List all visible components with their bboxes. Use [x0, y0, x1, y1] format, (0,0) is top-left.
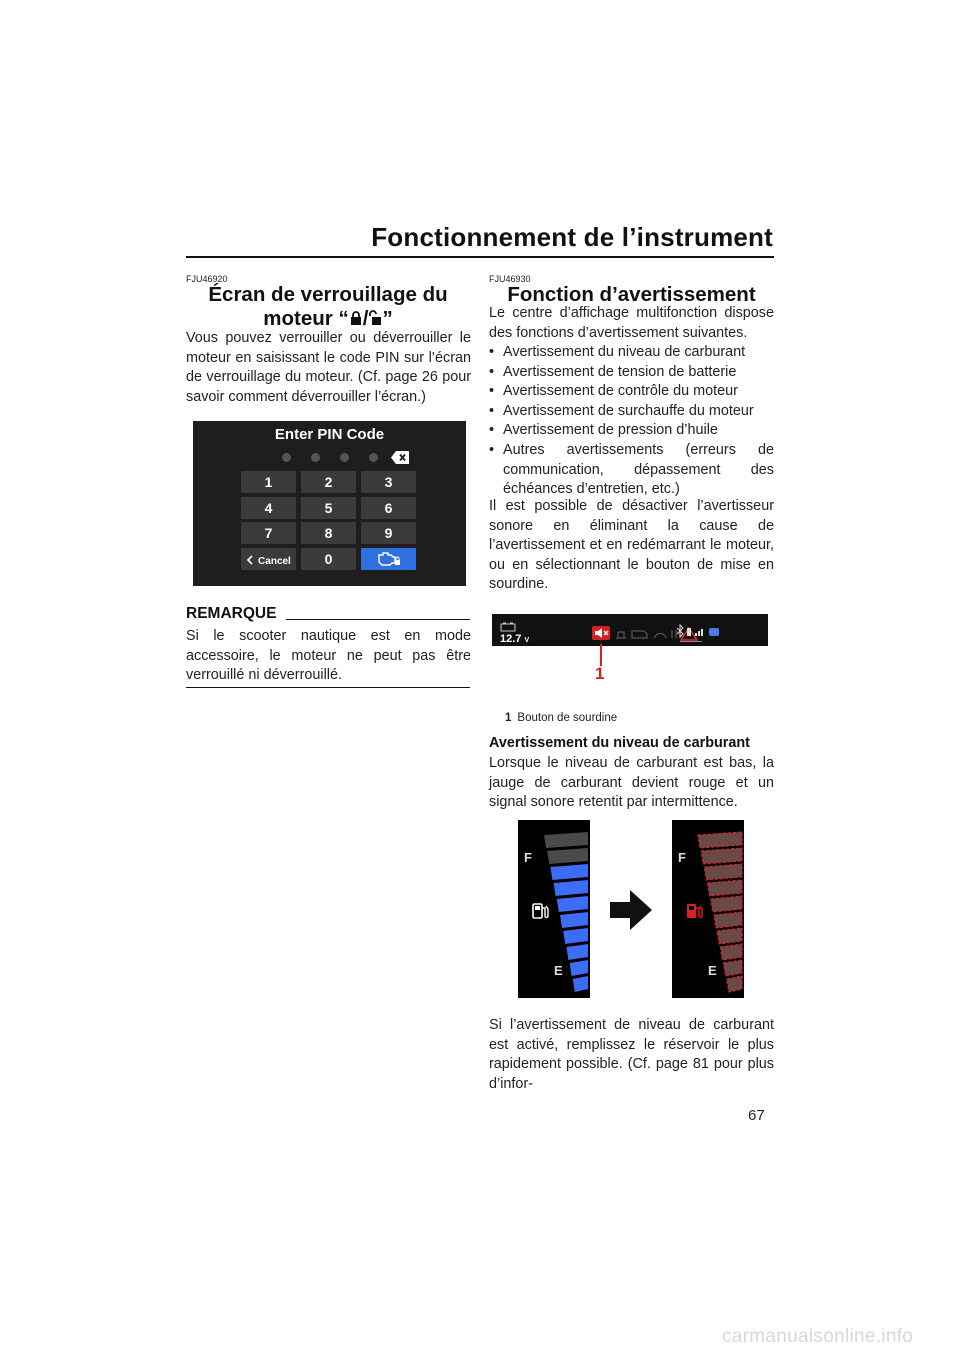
pin-screen: [193, 421, 466, 586]
section-title-line1: Écran de verrouillage du: [208, 283, 448, 306]
gauge-segment: [554, 880, 588, 896]
section-code: FJU46920: [186, 274, 228, 284]
backspace-icon[interactable]: [391, 451, 409, 464]
pin-key-7[interactable]: 7: [241, 522, 296, 544]
remarque-top-rule: [286, 619, 470, 620]
gauge-segment: [708, 880, 742, 896]
fuel-paragraph2: Si l’avertissement de niveau de carburant est activé, remplissez le réservoir le plus rapidement possible. (Cf. page 81 pour plus d’infor-: [489, 1017, 774, 1092]
pin-dot: [282, 453, 291, 462]
warning-paragraph2: Il est possible de désactiver l’avertisseur sonore en éliminant la cause de l’avertissement et en redémarrant le moteur, ou en sélectionnant le bouton de mise en sourdine.: [489, 498, 774, 593]
gauge-segment: [573, 976, 588, 992]
gauge-segment: [701, 848, 742, 864]
pin-key-6[interactable]: 6: [361, 497, 416, 519]
fuel-subheading: Avertissement du niveau de carburant: [489, 735, 750, 751]
gauge-segment: [711, 896, 742, 912]
remarque-text: Si le scooter nautique est en mode accessoire, le moteur ne peut pas être verrouillé ni déverrouillé.: [186, 628, 471, 684]
gauge-segment: [563, 928, 588, 944]
lock-paragraph: Vous pouvez verrouiller ou déverrouiller le moteur en saisissant le code PIN sur l’écran de verrouillage du moteur. (Cf. page 26 pour savoir comment déverrouiller l’écran.): [186, 330, 471, 405]
arrow-right-icon: [610, 890, 652, 930]
pin-key-9[interactable]: 9: [361, 522, 416, 544]
list-item: • Autres avertissements (erreurs de communication, dépassement des échéances d’entretien, etc.): [489, 441, 774, 498]
remarque-bottom-rule: [186, 687, 470, 688]
gauge-full-label: F: [678, 850, 686, 865]
gauge-segment: [544, 832, 588, 848]
list-item: • Avertissement de pression d’huile: [489, 422, 718, 439]
gauge-segment: [698, 832, 742, 848]
gauge-segment: [724, 960, 742, 976]
chevron-left-icon: [246, 555, 254, 565]
gauge-segment: [720, 944, 742, 960]
section-title: [186, 283, 470, 331]
strip-underline: [680, 641, 702, 642]
pin-key-4[interactable]: 4: [241, 497, 296, 519]
fuel-pump-icon: [533, 904, 548, 918]
section-title-line2: moteur “ / ”: [263, 307, 393, 330]
section-code: FJU46930: [489, 274, 531, 284]
pin-key-2[interactable]: 2: [301, 471, 356, 493]
fuel-gauge-normal: [518, 820, 590, 998]
gauge-segment: [717, 928, 742, 944]
gauge-full-label: F: [524, 850, 532, 865]
gauge-segment: [714, 912, 742, 928]
gauge-segment: [547, 848, 588, 864]
pin-key-8[interactable]: 8: [301, 522, 356, 544]
list-item: • Avertissement de surchauffe du moteur: [489, 402, 754, 419]
engine-lock-icon: [376, 551, 402, 567]
header-rule: [186, 256, 774, 258]
warning-intro: Le centre d’affichage multifonction dispose des fonctions d’avertissement suivantes.: [489, 305, 774, 341]
gauge-segment: [560, 912, 588, 928]
figure-caption: 1 Bouton de sourdine: [505, 712, 618, 724]
gauge-segment: [570, 960, 588, 976]
fuel-gauge-warning: [672, 820, 744, 998]
fuel-paragraph: Lorsque le niveau de carburant est bas, la jauge de carburant devient rouge et un signal sonore retentit par intermittence.: [489, 755, 774, 811]
fuel-pump-warning-icon: [687, 904, 702, 918]
gauge-segment: [566, 944, 588, 960]
callout-number: 1: [595, 664, 605, 683]
pin-key-5[interactable]: 5: [301, 497, 356, 519]
cancel-button[interactable]: Cancel: [241, 548, 296, 570]
battery-voltage: 12.7 V: [500, 633, 530, 645]
list-item: • Avertissement de tension de batterie: [489, 363, 737, 380]
warning-list: [489, 343, 774, 500]
mute-button[interactable]: [592, 626, 610, 640]
padlock-open-icon: [368, 310, 382, 326]
remarque-title: REMARQUE: [186, 605, 277, 622]
watermark: carmanualsonline.info: [722, 1326, 914, 1347]
gauge-segment: [550, 864, 588, 880]
gauge-segment: [704, 864, 742, 880]
gauge-segment: [727, 976, 742, 992]
status-strip: [492, 614, 768, 646]
status-icons-right: [675, 624, 725, 640]
callout-line: [600, 644, 602, 666]
gauge-segment: [557, 896, 588, 912]
list-item: • Avertissement du niveau de carburant: [489, 344, 746, 360]
pin-dot: [340, 453, 349, 462]
speaker-mute-icon: [592, 626, 610, 640]
pin-key-3[interactable]: 3: [361, 471, 416, 493]
padlock-closed-icon: [349, 310, 363, 326]
section-title: Fonction d’avertissement: [507, 283, 756, 306]
battery-icon: [500, 622, 516, 632]
page-header-title: Fonctionnement de l’instrument: [371, 222, 773, 252]
gauge-empty-label: E: [554, 963, 563, 978]
list-item: • Avertissement de contrôle du moteur: [489, 383, 738, 400]
page-number: 67: [748, 1107, 765, 1124]
pin-title: Enter PIN Code: [274, 426, 385, 443]
pin-dot: [369, 453, 378, 462]
pin-key-1[interactable]: 1: [241, 471, 296, 493]
gauge-empty-label: E: [708, 963, 717, 978]
engine-lock-button[interactable]: [361, 548, 416, 570]
pin-key-0[interactable]: 0: [301, 548, 356, 570]
pin-dot: [311, 453, 320, 462]
